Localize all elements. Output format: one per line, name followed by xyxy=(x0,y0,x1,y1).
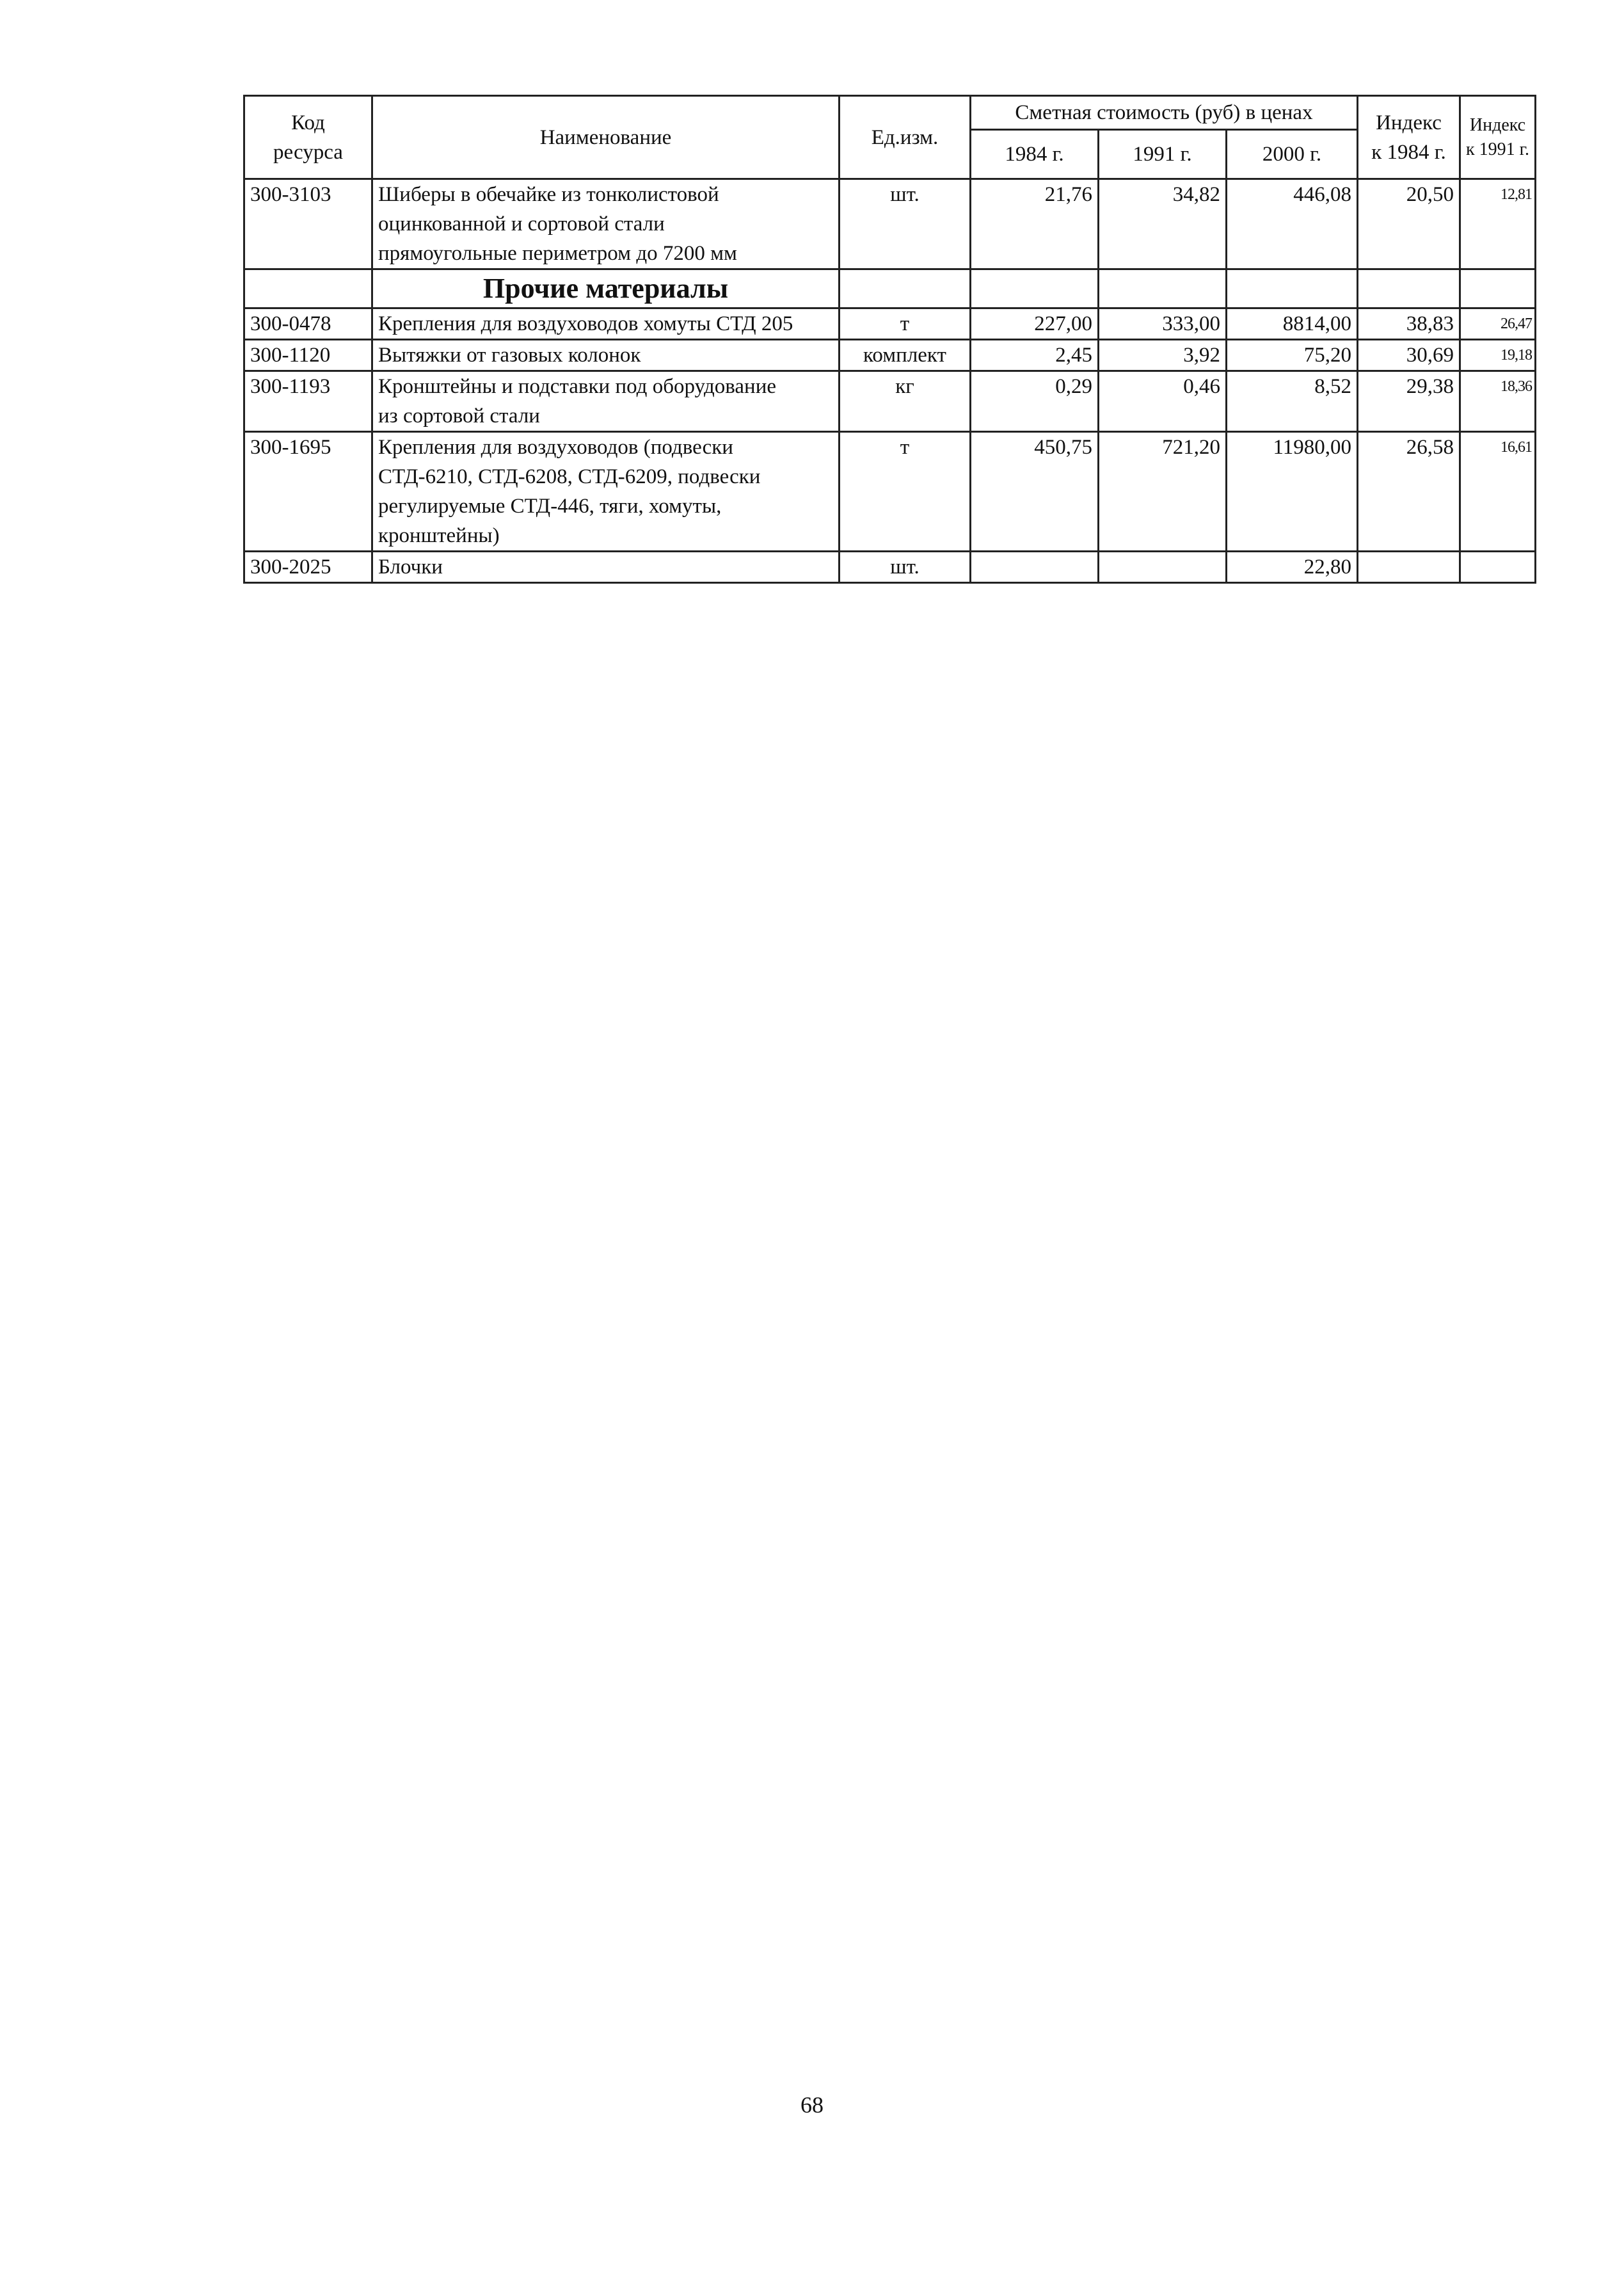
cell-price-2000: 446,08 xyxy=(1227,179,1358,269)
cell-name-line: из сортовой стали xyxy=(378,404,540,428)
header-index-1984-line2: к 1984 г. xyxy=(1371,140,1446,164)
cell-name xyxy=(372,340,840,371)
section-empty-cell xyxy=(244,269,372,308)
header-code-line1: Код xyxy=(291,111,325,134)
header-name: Наименование xyxy=(372,96,840,179)
section-empty-cell xyxy=(1099,269,1227,308)
header-code xyxy=(244,96,372,179)
cell-code: 300-2025 xyxy=(244,552,372,583)
header-year-1991: 1991 г. xyxy=(1099,130,1227,179)
header-year-2000: 2000 г. xyxy=(1227,130,1358,179)
cell-unit: т xyxy=(840,432,971,552)
table-row xyxy=(244,308,1536,340)
cell-index-1991: 26,47 xyxy=(1460,308,1536,340)
cell-name-line: кронштейны) xyxy=(378,524,500,547)
header-index-1991-line2: к 1991 г. xyxy=(1466,139,1529,159)
cell-index-1984: 29,38 xyxy=(1358,371,1460,432)
cell-unit: шт. xyxy=(840,552,971,583)
cell-name-line: регулируемые СТД-446, тяги, хомуты, xyxy=(378,495,722,518)
cell-name-line: Вытяжки от газовых колонок xyxy=(378,344,641,367)
cell-name-line: СТД-6210, СТД-6208, СТД-6209, подвески xyxy=(378,465,761,488)
cell-name xyxy=(372,179,840,269)
cell-unit: комплект xyxy=(840,340,971,371)
table-row xyxy=(244,432,1536,552)
section-empty-cell xyxy=(1358,269,1460,308)
cell-index-1984: 20,50 xyxy=(1358,179,1460,269)
cell-code: 300-1695 xyxy=(244,432,372,552)
section-row xyxy=(244,269,1536,308)
cell-name-line: Крепления для воздуховодов (подвески xyxy=(378,436,733,459)
cell-price-1991: 721,20 xyxy=(1099,432,1227,552)
cell-price-2000: 22,80 xyxy=(1227,552,1358,583)
cell-index-1991: 16,61 xyxy=(1460,432,1536,552)
cell-price-1991: 0,46 xyxy=(1099,371,1227,432)
cell-code: 300-3103 xyxy=(244,179,372,269)
cell-index-1984 xyxy=(1358,552,1460,583)
table-row xyxy=(244,552,1536,583)
cell-name xyxy=(372,308,840,340)
cell-name xyxy=(372,552,840,583)
cell-index-1984: 26,58 xyxy=(1358,432,1460,552)
table-row xyxy=(244,340,1536,371)
cell-index-1991: 19,18 xyxy=(1460,340,1536,371)
header-unit: Ед.изм. xyxy=(840,96,971,179)
section-empty-cell xyxy=(840,269,971,308)
section-empty-cell xyxy=(971,269,1099,308)
cell-price-2000: 8,52 xyxy=(1227,371,1358,432)
cell-unit: кг xyxy=(840,371,971,432)
cell-name-line: Крепления для воздуховодов хомуты СТД 205 xyxy=(378,312,793,335)
table-row xyxy=(244,179,1536,269)
cell-name-line: прямоугольные периметром до 7200 мм xyxy=(378,242,737,265)
header-cost-group: Сметная стоимость (руб) в ценах xyxy=(971,96,1358,130)
cell-price-1991: 333,00 xyxy=(1099,308,1227,340)
cell-name-line: оцинкованной и сортовой стали xyxy=(378,212,665,236)
cell-price-1991 xyxy=(1099,552,1227,583)
cell-price-1984: 450,75 xyxy=(971,432,1099,552)
cell-name xyxy=(372,371,840,432)
table-row xyxy=(244,371,1536,432)
cell-price-1984: 2,45 xyxy=(971,340,1099,371)
cell-name xyxy=(372,432,840,552)
cell-price-2000: 8814,00 xyxy=(1227,308,1358,340)
price-table xyxy=(243,95,1536,584)
cell-unit: т xyxy=(840,308,971,340)
header-index-1984-line1: Индекс xyxy=(1376,111,1442,134)
cell-code: 300-1120 xyxy=(244,340,372,371)
cell-index-1984: 38,83 xyxy=(1358,308,1460,340)
cell-price-1984: 227,00 xyxy=(971,308,1099,340)
cell-price-1984 xyxy=(971,552,1099,583)
header-code-line2: ресурса xyxy=(273,140,343,164)
page-number: 68 xyxy=(800,2092,824,2118)
cell-price-2000: 11980,00 xyxy=(1227,432,1358,552)
cell-price-2000: 75,20 xyxy=(1227,340,1358,371)
cell-code: 300-0478 xyxy=(244,308,372,340)
section-empty-cell xyxy=(1460,269,1536,308)
header-row-1 xyxy=(244,96,1536,130)
cell-index-1984: 30,69 xyxy=(1358,340,1460,371)
header-year-1984: 1984 г. xyxy=(971,130,1099,179)
header-index-1991 xyxy=(1460,96,1536,179)
cell-code: 300-1193 xyxy=(244,371,372,432)
cell-price-1991: 3,92 xyxy=(1099,340,1227,371)
cell-price-1991: 34,82 xyxy=(1099,179,1227,269)
cell-index-1991: 18,36 xyxy=(1460,371,1536,432)
cell-price-1984: 21,76 xyxy=(971,179,1099,269)
cell-unit: шт. xyxy=(840,179,971,269)
header-index-1991-line1: Индекс xyxy=(1469,115,1526,135)
price-table-container xyxy=(243,95,1534,584)
header-index-1984 xyxy=(1358,96,1460,179)
cell-index-1991: 12,81 xyxy=(1460,179,1536,269)
cell-price-1984: 0,29 xyxy=(971,371,1099,432)
cell-index-1991 xyxy=(1460,552,1536,583)
cell-name-line: Блочки xyxy=(378,556,443,579)
section-title: Прочие материалы xyxy=(372,269,840,308)
cell-name-line: Кронштейны и подставки под оборудование xyxy=(378,375,777,398)
section-empty-cell xyxy=(1227,269,1358,308)
cell-name-line: Шиберы в обечайке из тонколистовой xyxy=(378,183,719,206)
